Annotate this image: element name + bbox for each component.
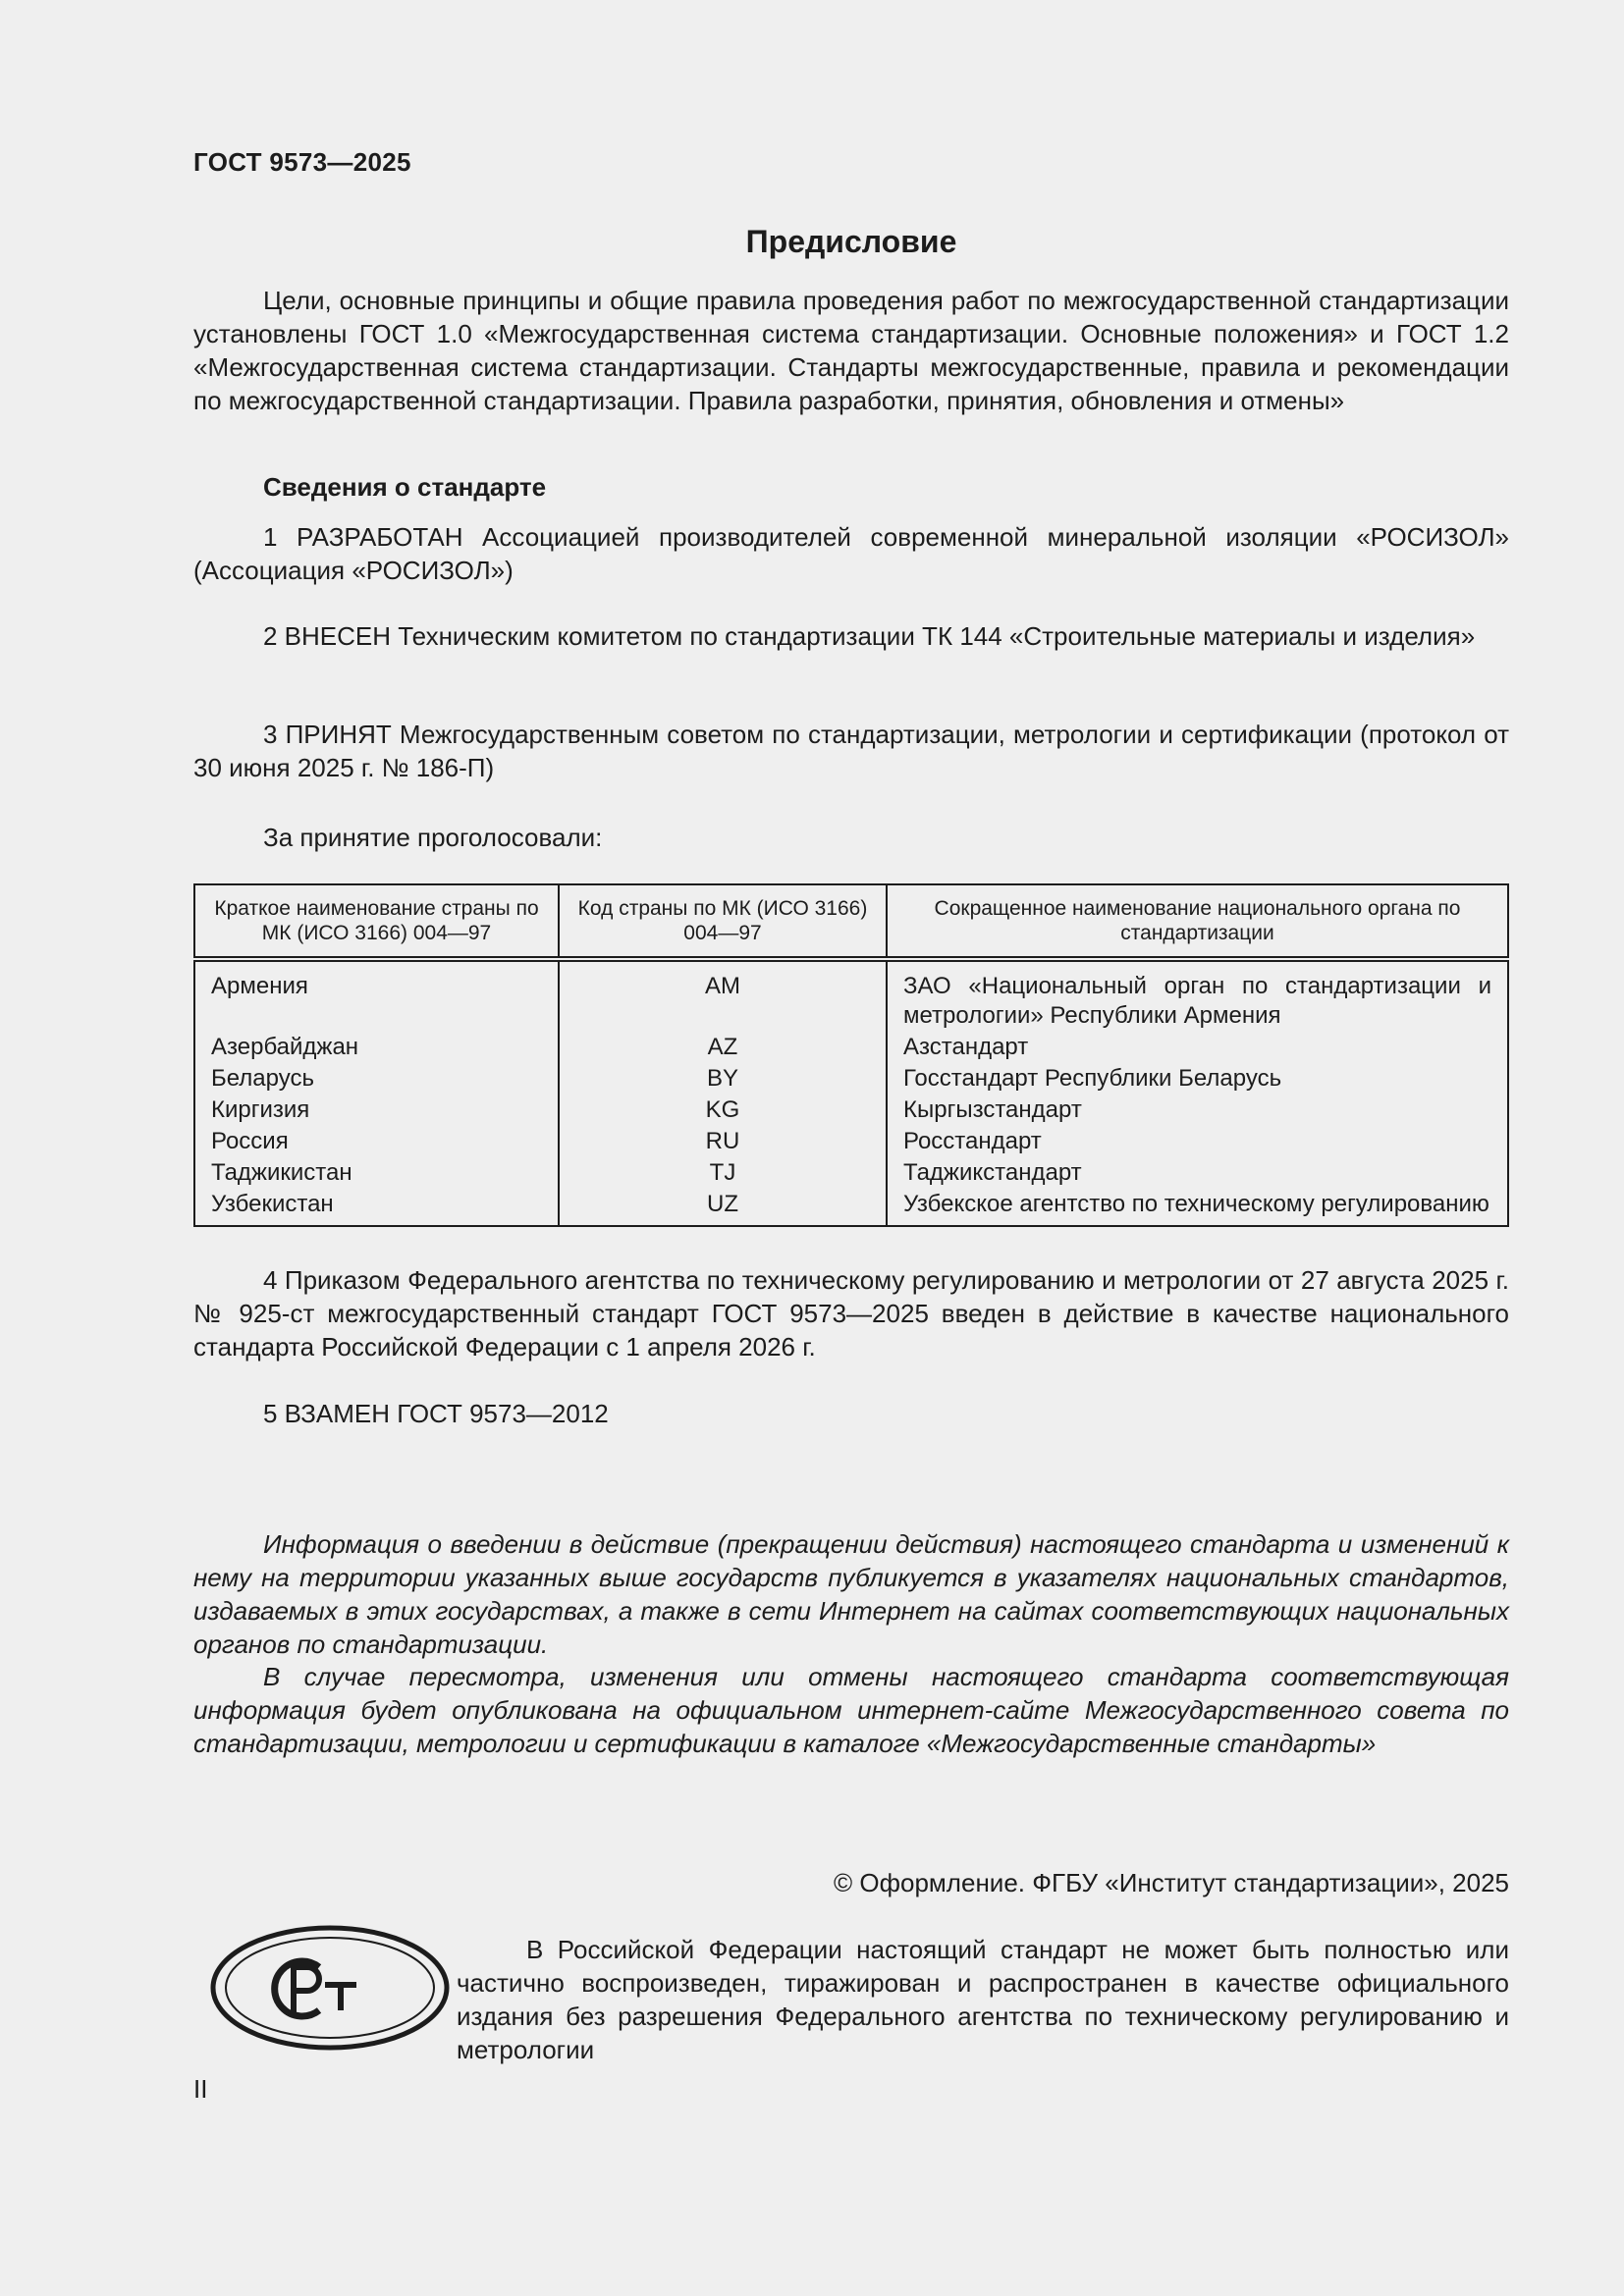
organization-cell: Узбекское агентство по техническому регулированию [887,1189,1508,1226]
code-cell: BY [559,1063,887,1095]
code-cell: KG [559,1095,887,1126]
voting-countries-table [193,883,1509,1227]
code-cell: UZ [559,1189,887,1226]
table-row [194,1126,1508,1157]
code-cell: AM [559,959,887,1032]
organization-cell: Таджикстандарт [887,1157,1508,1189]
item-developed: 1 РАЗРАБОТАН Ассоциацией производителей современной минеральной изоляции «РОСИЗОЛ» (Ассоциация «РОСИЗОЛ») [193,522,1509,585]
table-row [194,959,1508,1032]
info-paragraph-revision: В случае пересмотра, изменения или отмены настоящего стандарта соответствующая информация будет опубликована на официальном интернет-сайте Межгосударственного совета по стандартизации, метрологии и сертификации в каталоге «Межгосударственные стандарты» [193,1662,1509,1758]
column-header-organization: Сокращенное наименование национального органа по стандартизации [887,884,1508,959]
country-cell: Киргизия [194,1095,559,1126]
page-title: Предисловие [745,224,957,259]
section-subheading: Сведения о стандарте [263,472,547,502]
voted-label: За принятие проголосовали: [263,823,603,852]
intro-paragraph: Цели, основные принципы и общие правила проведения работ по межгосударственной стандартизации установлены ГОСТ 1.0 «Межгосударственная система стандартизации. Основные положения» и ГОСТ 1.2 «Межгосударственная система стандартизации. Стандарты межгосударственные, правила и рекомендации по межгосударственной стандартизации. Правила разработки, принятия, обновления и отмены» [193,286,1509,415]
item-submitted: 2 ВНЕСЕН Техническим комитетом по стандартизации ТК 144 «Строительные материалы и изделия» [263,621,1476,651]
country-cell: Узбекистан [194,1189,559,1226]
organization-cell: Росстандарт [887,1126,1508,1157]
country-cell: Таджикистан [194,1157,559,1189]
document-header: ГОСТ 9573—2025 [193,147,411,177]
country-cell: Россия [194,1126,559,1157]
country-cell: Азербайджан [194,1032,559,1063]
country-cell: Армения [194,959,559,1032]
page-number: II [193,2074,208,2104]
organization-cell: Госстандарт Республики Беларусь [887,1063,1508,1095]
code-cell: AZ [559,1032,887,1063]
code-cell: TJ [559,1157,887,1189]
reproduction-notice: В Российской Федерации настоящий стандарт не может быть полностью или частично воспроизведен, тиражирован и распространен в качестве официального издания без разрешения Федерального агентства по техническому регулированию и метрологии [457,1935,1509,2064]
item-adopted: 3 ПРИНЯТ Межгосударственным советом по стандартизации, метрологии и сертификации (протокол от 30 июня 2025 г. № 186-П) [193,720,1509,782]
table-row [194,1032,1508,1063]
table-row [194,1157,1508,1189]
table-row [194,1095,1508,1126]
table-header-row [194,884,1508,959]
info-paragraph-introduction: Информация о введении в действие (прекращении действия) настоящего стандарта и изменений к нему на территории указанных выше государств публикуется в указателях национальных стандартов, издаваемых в этих государствах, а также в сети Интернет на сайтах соответствующих национальных органов по стандартизации. [193,1529,1509,1659]
organization-cell: ЗАО «Национальный орган по стандартизации и метрологии» Республики Армения [887,959,1508,1032]
country-cell: Беларусь [194,1063,559,1095]
column-header-country: Краткое наименование страны по МК (ИСО 3166) 004—97 [194,884,559,959]
column-header-code: Код страны по МК (ИСО 3166) 004—97 [559,884,887,959]
organization-cell: Кыргызстандарт [887,1095,1508,1126]
copyright-line: © Оформление. ФГБУ «Институт стандартизации», 2025 [834,1868,1509,1897]
organization-cell: Азстандарт [887,1032,1508,1063]
code-cell: RU [559,1126,887,1157]
table-row [194,1189,1508,1226]
table-row [194,1063,1508,1095]
rst-logo [209,1924,451,2052]
item-enacted: 4 Приказом Федерального агентства по техническому регулированию и метрологии от 27 августа 2025 г. № 925-ст межгосударственный стандарт ГОСТ 9573—2025 введен в действие в качестве национального стандарта Российской Федерации с 1 апреля 2026 г. [193,1265,1509,1362]
item-replaces: 5 ВЗАМЕН ГОСТ 9573—2012 [263,1399,609,1428]
